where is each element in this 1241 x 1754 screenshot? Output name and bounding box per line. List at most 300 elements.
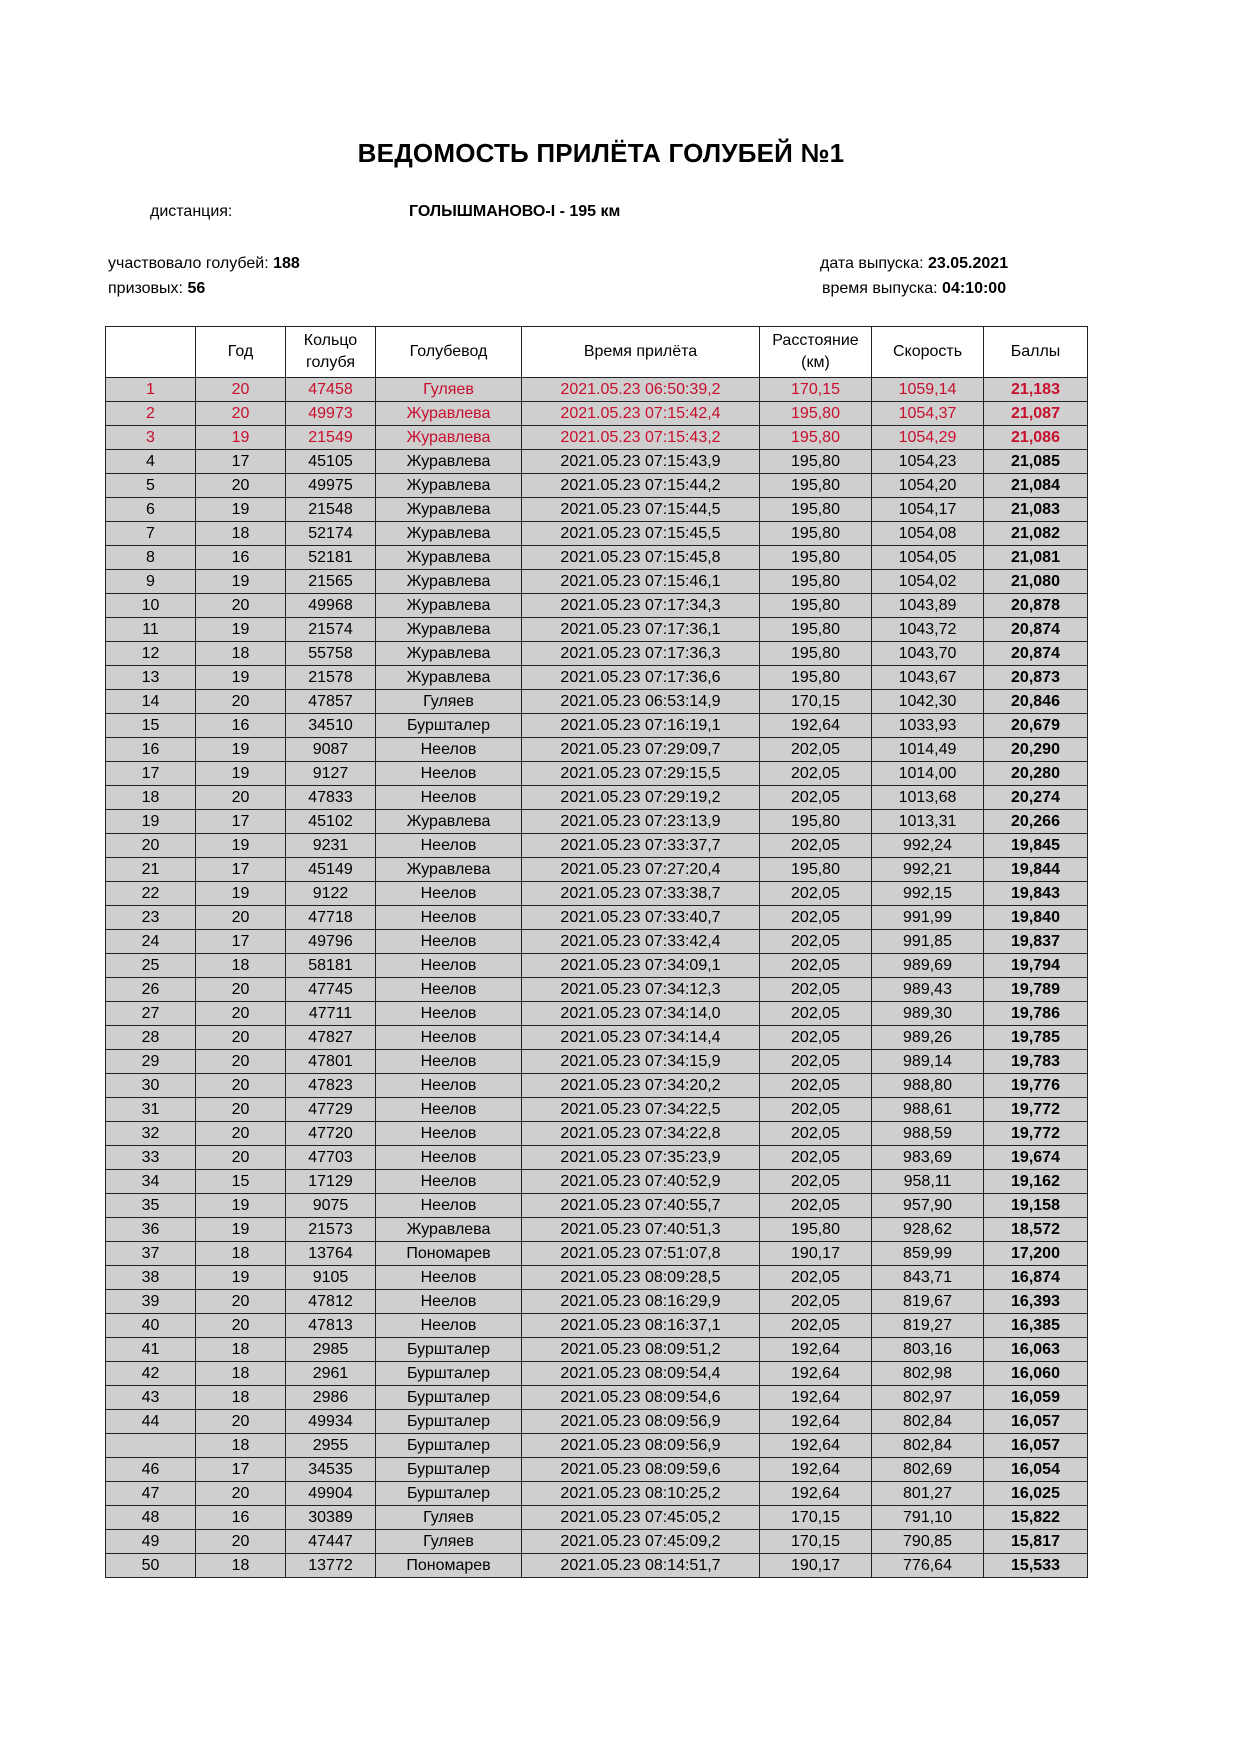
cell-place: 18 — [106, 786, 196, 810]
cell-place: 50 — [106, 1554, 196, 1578]
cell-year: 20 — [196, 402, 286, 426]
table-row — [106, 1554, 1088, 1578]
cell-speed: 1054,20 — [872, 474, 984, 498]
results-body — [106, 378, 1088, 1578]
cell-place: 3 — [106, 426, 196, 450]
cell-year: 20 — [196, 1146, 286, 1170]
cell-arrival: 2021.05.23 07:45:09,2 — [522, 1530, 760, 1554]
cell-place: 41 — [106, 1338, 196, 1362]
cell-points: 21,082 — [984, 522, 1088, 546]
cell-owner: Пономарев — [376, 1242, 522, 1266]
cell-ring: 47720 — [286, 1122, 376, 1146]
cell-speed: 859,99 — [872, 1242, 984, 1266]
cell-owner: Бурштaлер — [376, 1362, 522, 1386]
table-row — [106, 882, 1088, 906]
table-row — [106, 1098, 1088, 1122]
cell-points: 19,837 — [984, 930, 1088, 954]
cell-place: 34 — [106, 1170, 196, 1194]
cell-owner: Журавлева — [376, 666, 522, 690]
table-row — [106, 1362, 1088, 1386]
cell-ring: 9127 — [286, 762, 376, 786]
cell-owner: Гуляев — [376, 378, 522, 402]
cell-ring: 47718 — [286, 906, 376, 930]
cell-distance: 202,05 — [760, 786, 872, 810]
cell-speed: 1054,23 — [872, 450, 984, 474]
cell-distance: 195,80 — [760, 570, 872, 594]
table-row — [106, 954, 1088, 978]
cell-year: 19 — [196, 882, 286, 906]
cell-points: 16,025 — [984, 1482, 1088, 1506]
cell-place: 12 — [106, 642, 196, 666]
cell-speed: 1042,30 — [872, 690, 984, 714]
cell-place: 32 — [106, 1122, 196, 1146]
cell-place: 6 — [106, 498, 196, 522]
cell-ring: 49975 — [286, 474, 376, 498]
cell-points: 20,679 — [984, 714, 1088, 738]
table-row — [106, 1482, 1088, 1506]
cell-place: 43 — [106, 1386, 196, 1410]
cell-speed: 1033,93 — [872, 714, 984, 738]
cell-year: 18 — [196, 954, 286, 978]
cell-arrival: 2021.05.23 07:34:20,2 — [522, 1074, 760, 1098]
cell-place: 11 — [106, 618, 196, 642]
table-row — [106, 834, 1088, 858]
cell-place: 9 — [106, 570, 196, 594]
table-row — [106, 1074, 1088, 1098]
cell-place: 27 — [106, 1002, 196, 1026]
cell-year: 20 — [196, 1530, 286, 1554]
cell-place: 48 — [106, 1506, 196, 1530]
cell-owner: Журавлева — [376, 474, 522, 498]
cell-place: 38 — [106, 1266, 196, 1290]
cell-arrival: 2021.05.23 08:09:51,2 — [522, 1338, 760, 1362]
cell-owner: Журавлева — [376, 1218, 522, 1242]
table-row — [106, 930, 1088, 954]
release-time-label: время выпуска: — [822, 280, 938, 297]
header-place — [106, 327, 196, 378]
cell-distance: 195,80 — [760, 402, 872, 426]
cell-owner: Бурштaлер — [376, 1434, 522, 1458]
cell-place — [106, 1434, 196, 1458]
cell-distance: 195,80 — [760, 666, 872, 690]
cell-owner: Неелов — [376, 978, 522, 1002]
cell-place: 37 — [106, 1242, 196, 1266]
cell-points: 20,873 — [984, 666, 1088, 690]
cell-points: 16,057 — [984, 1410, 1088, 1434]
cell-year: 19 — [196, 570, 286, 594]
cell-points: 16,059 — [984, 1386, 1088, 1410]
cell-distance: 195,80 — [760, 450, 872, 474]
table-row — [106, 642, 1088, 666]
table-row — [106, 1314, 1088, 1338]
cell-place: 36 — [106, 1218, 196, 1242]
cell-speed: 1054,02 — [872, 570, 984, 594]
header-owner: Голубевод — [376, 327, 522, 378]
cell-points: 19,776 — [984, 1074, 1088, 1098]
header-arrival: Время прилёта — [522, 327, 760, 378]
cell-ring: 47801 — [286, 1050, 376, 1074]
cell-ring: 47703 — [286, 1146, 376, 1170]
cell-distance: 195,80 — [760, 642, 872, 666]
cell-owner: Неелов — [376, 1266, 522, 1290]
cell-distance: 202,05 — [760, 762, 872, 786]
cell-place: 21 — [106, 858, 196, 882]
header-ring-line2: голубя — [305, 354, 356, 371]
cell-speed: 1014,00 — [872, 762, 984, 786]
cell-points: 19,772 — [984, 1122, 1088, 1146]
table-row — [106, 1194, 1088, 1218]
cell-distance: 192,64 — [760, 1362, 872, 1386]
cell-speed: 1059,14 — [872, 378, 984, 402]
table-row — [106, 450, 1088, 474]
cell-points: 16,063 — [984, 1338, 1088, 1362]
cell-arrival: 2021.05.23 08:09:54,4 — [522, 1362, 760, 1386]
cell-points: 20,874 — [984, 642, 1088, 666]
cell-distance: 170,15 — [760, 690, 872, 714]
cell-points: 15,822 — [984, 1506, 1088, 1530]
cell-arrival: 2021.05.23 07:17:36,1 — [522, 618, 760, 642]
cell-ring: 45102 — [286, 810, 376, 834]
cell-speed: 1054,37 — [872, 402, 984, 426]
cell-distance: 202,05 — [760, 738, 872, 762]
cell-speed: 988,59 — [872, 1122, 984, 1146]
cell-distance: 202,05 — [760, 1194, 872, 1218]
cell-distance: 202,05 — [760, 906, 872, 930]
cell-distance: 195,80 — [760, 546, 872, 570]
cell-owner: Неелов — [376, 906, 522, 930]
cell-ring: 47812 — [286, 1290, 376, 1314]
cell-speed: 801,27 — [872, 1482, 984, 1506]
cell-points: 16,054 — [984, 1458, 1088, 1482]
cell-speed: 1054,08 — [872, 522, 984, 546]
cell-speed: 989,30 — [872, 1002, 984, 1026]
cell-place: 42 — [106, 1362, 196, 1386]
cell-year: 18 — [196, 1338, 286, 1362]
prize-value: 56 — [187, 280, 206, 297]
table-row — [106, 738, 1088, 762]
cell-owner: Неелов — [376, 834, 522, 858]
cell-ring: 47857 — [286, 690, 376, 714]
cell-ring: 49934 — [286, 1410, 376, 1434]
header-speed: Скорость — [872, 327, 984, 378]
table-row — [106, 594, 1088, 618]
cell-points: 20,878 — [984, 594, 1088, 618]
cell-speed: 992,21 — [872, 858, 984, 882]
cell-place: 20 — [106, 834, 196, 858]
cell-owner: Неелов — [376, 1194, 522, 1218]
cell-ring: 9122 — [286, 882, 376, 906]
cell-points: 19,162 — [984, 1170, 1088, 1194]
cell-place: 17 — [106, 762, 196, 786]
cell-owner: Бурштaлер — [376, 1410, 522, 1434]
cell-distance: 202,05 — [760, 1098, 872, 1122]
cell-speed: 1054,29 — [872, 426, 984, 450]
cell-speed: 1043,89 — [872, 594, 984, 618]
cell-distance: 170,15 — [760, 378, 872, 402]
cell-arrival: 2021.05.23 08:09:56,9 — [522, 1434, 760, 1458]
cell-distance: 195,80 — [760, 522, 872, 546]
cell-points: 19,786 — [984, 1002, 1088, 1026]
cell-distance: 192,64 — [760, 1386, 872, 1410]
cell-ring: 58181 — [286, 954, 376, 978]
cell-arrival: 2021.05.23 07:15:45,5 — [522, 522, 760, 546]
cell-arrival: 2021.05.23 07:23:13,9 — [522, 810, 760, 834]
cell-points: 16,874 — [984, 1266, 1088, 1290]
cell-distance: 202,05 — [760, 1170, 872, 1194]
table-row — [106, 690, 1088, 714]
cell-ring: 2985 — [286, 1338, 376, 1362]
cell-points: 21,087 — [984, 402, 1088, 426]
cell-speed: 1043,72 — [872, 618, 984, 642]
cell-place: 23 — [106, 906, 196, 930]
cell-points: 16,385 — [984, 1314, 1088, 1338]
cell-place: 40 — [106, 1314, 196, 1338]
cell-ring: 13764 — [286, 1242, 376, 1266]
cell-ring: 47458 — [286, 378, 376, 402]
cell-arrival: 2021.05.23 07:40:55,7 — [522, 1194, 760, 1218]
cell-speed: 843,71 — [872, 1266, 984, 1290]
cell-speed: 776,64 — [872, 1554, 984, 1578]
cell-distance: 192,64 — [760, 1482, 872, 1506]
cell-speed: 1054,17 — [872, 498, 984, 522]
header-distance — [760, 327, 872, 378]
cell-year: 20 — [196, 1026, 286, 1050]
cell-speed: 802,84 — [872, 1434, 984, 1458]
cell-speed: 1043,67 — [872, 666, 984, 690]
table-row — [106, 714, 1088, 738]
table-row — [106, 1242, 1088, 1266]
cell-owner: Журавлева — [376, 618, 522, 642]
cell-distance: 202,05 — [760, 1074, 872, 1098]
release-date-info — [820, 255, 1008, 273]
cell-place: 35 — [106, 1194, 196, 1218]
table-row — [106, 546, 1088, 570]
cell-owner: Журавлева — [376, 498, 522, 522]
cell-arrival: 2021.05.23 07:51:07,8 — [522, 1242, 760, 1266]
cell-year: 20 — [196, 906, 286, 930]
cell-place: 39 — [106, 1290, 196, 1314]
cell-ring: 30389 — [286, 1506, 376, 1530]
table-row — [106, 402, 1088, 426]
cell-speed: 802,69 — [872, 1458, 984, 1482]
cell-arrival: 2021.05.23 07:29:19,2 — [522, 786, 760, 810]
cell-arrival: 2021.05.23 07:17:36,3 — [522, 642, 760, 666]
cell-distance: 202,05 — [760, 978, 872, 1002]
cell-place: 8 — [106, 546, 196, 570]
cell-speed: 928,62 — [872, 1218, 984, 1242]
table-row — [106, 1458, 1088, 1482]
cell-owner: Неелов — [376, 786, 522, 810]
cell-arrival: 2021.05.23 07:33:38,7 — [522, 882, 760, 906]
cell-distance: 202,05 — [760, 834, 872, 858]
table-row — [106, 570, 1088, 594]
cell-place: 15 — [106, 714, 196, 738]
cell-arrival: 2021.05.23 07:45:05,2 — [522, 1506, 760, 1530]
cell-ring: 2986 — [286, 1386, 376, 1410]
cell-points: 15,533 — [984, 1554, 1088, 1578]
cell-distance: 190,17 — [760, 1242, 872, 1266]
table-row — [106, 666, 1088, 690]
prize-label: призовых: — [108, 280, 183, 297]
cell-place: 28 — [106, 1026, 196, 1050]
cell-points: 19,783 — [984, 1050, 1088, 1074]
cell-place: 49 — [106, 1530, 196, 1554]
cell-distance: 202,05 — [760, 1146, 872, 1170]
cell-speed: 991,85 — [872, 930, 984, 954]
cell-points: 19,158 — [984, 1194, 1088, 1218]
table-row — [106, 906, 1088, 930]
cell-owner: Неелов — [376, 954, 522, 978]
cell-place: 22 — [106, 882, 196, 906]
cell-arrival: 2021.05.23 07:17:36,6 — [522, 666, 760, 690]
cell-ring: 47823 — [286, 1074, 376, 1098]
cell-place: 13 — [106, 666, 196, 690]
cell-place: 29 — [106, 1050, 196, 1074]
cell-points: 21,086 — [984, 426, 1088, 450]
cell-owner: Журавлева — [376, 402, 522, 426]
cell-ring: 2955 — [286, 1434, 376, 1458]
cell-arrival: 2021.05.23 07:15:45,8 — [522, 546, 760, 570]
release-date-value: 23.05.2021 — [928, 255, 1009, 272]
cell-ring: 49796 — [286, 930, 376, 954]
cell-owner: Неелов — [376, 1314, 522, 1338]
cell-speed: 983,69 — [872, 1146, 984, 1170]
cell-speed: 1014,49 — [872, 738, 984, 762]
table-row — [106, 618, 1088, 642]
cell-place: 33 — [106, 1146, 196, 1170]
cell-distance: 170,15 — [760, 1530, 872, 1554]
cell-arrival: 2021.05.23 07:34:15,9 — [522, 1050, 760, 1074]
cell-ring: 45149 — [286, 858, 376, 882]
cell-ring: 21548 — [286, 498, 376, 522]
cell-distance: 202,05 — [760, 1266, 872, 1290]
cell-year: 19 — [196, 666, 286, 690]
cell-owner: Гуляев — [376, 690, 522, 714]
cell-ring: 21573 — [286, 1218, 376, 1242]
cell-year: 20 — [196, 378, 286, 402]
cell-owner: Гуляев — [376, 1530, 522, 1554]
cell-arrival: 2021.05.23 07:15:44,2 — [522, 474, 760, 498]
cell-owner: Неелов — [376, 1170, 522, 1194]
cell-arrival: 2021.05.23 06:50:39,2 — [522, 378, 760, 402]
cell-distance: 195,80 — [760, 498, 872, 522]
cell-owner: Пономарев — [376, 1554, 522, 1578]
cell-place: 7 — [106, 522, 196, 546]
cell-distance: 190,17 — [760, 1554, 872, 1578]
cell-distance: 202,05 — [760, 1314, 872, 1338]
table-row — [106, 1386, 1088, 1410]
cell-arrival: 2021.05.23 06:53:14,9 — [522, 690, 760, 714]
cell-speed: 790,85 — [872, 1530, 984, 1554]
cell-speed: 802,84 — [872, 1410, 984, 1434]
cell-place: 30 — [106, 1074, 196, 1098]
cell-place: 10 — [106, 594, 196, 618]
release-time-info — [822, 280, 1006, 298]
cell-arrival: 2021.05.23 07:15:42,4 — [522, 402, 760, 426]
cell-year: 19 — [196, 498, 286, 522]
cell-speed: 988,80 — [872, 1074, 984, 1098]
cell-year: 20 — [196, 978, 286, 1002]
cell-points: 20,290 — [984, 738, 1088, 762]
cell-points: 16,057 — [984, 1434, 1088, 1458]
cell-arrival: 2021.05.23 07:40:52,9 — [522, 1170, 760, 1194]
cell-ring: 9087 — [286, 738, 376, 762]
cell-year: 17 — [196, 810, 286, 834]
cell-distance: 195,80 — [760, 594, 872, 618]
cell-year: 20 — [196, 1314, 286, 1338]
cell-owner: Неелов — [376, 1074, 522, 1098]
cell-place: 44 — [106, 1410, 196, 1434]
cell-distance: 195,80 — [760, 1218, 872, 1242]
cell-speed: 988,61 — [872, 1098, 984, 1122]
cell-ring: 49968 — [286, 594, 376, 618]
table-row — [106, 426, 1088, 450]
table-row — [106, 1410, 1088, 1434]
cell-year: 19 — [196, 762, 286, 786]
cell-distance: 202,05 — [760, 1002, 872, 1026]
table-row — [106, 858, 1088, 882]
table-row — [106, 1122, 1088, 1146]
table-row — [106, 378, 1088, 402]
table-header-row — [106, 327, 1088, 378]
participated-info — [108, 255, 300, 273]
cell-owner: Журавлева — [376, 450, 522, 474]
cell-points: 16,060 — [984, 1362, 1088, 1386]
cell-arrival: 2021.05.23 07:15:43,9 — [522, 450, 760, 474]
cell-owner: Бурштaлер — [376, 1482, 522, 1506]
cell-ring: 49904 — [286, 1482, 376, 1506]
cell-ring: 47813 — [286, 1314, 376, 1338]
cell-points: 18,572 — [984, 1218, 1088, 1242]
table-row — [106, 498, 1088, 522]
cell-arrival: 2021.05.23 07:15:44,5 — [522, 498, 760, 522]
release-time-value: 04:10:00 — [942, 280, 1007, 297]
cell-owner: Бурштaлер — [376, 1458, 522, 1482]
cell-owner: Неелов — [376, 1002, 522, 1026]
cell-owner: Бурштaлер — [376, 714, 522, 738]
cell-owner: Неелов — [376, 930, 522, 954]
cell-ring: 55758 — [286, 642, 376, 666]
cell-ring: 52181 — [286, 546, 376, 570]
cell-owner: Журавлева — [376, 546, 522, 570]
cell-owner: Журавлева — [376, 642, 522, 666]
cell-points: 21,183 — [984, 378, 1088, 402]
cell-owner: Неелов — [376, 1050, 522, 1074]
cell-year: 20 — [196, 1290, 286, 1314]
cell-ring: 47447 — [286, 1530, 376, 1554]
cell-year: 18 — [196, 1386, 286, 1410]
cell-points: 19,674 — [984, 1146, 1088, 1170]
table-row — [106, 1050, 1088, 1074]
cell-distance: 202,05 — [760, 1050, 872, 1074]
cell-year: 17 — [196, 450, 286, 474]
cell-arrival: 2021.05.23 07:34:14,0 — [522, 1002, 760, 1026]
cell-year: 20 — [196, 1122, 286, 1146]
cell-speed: 802,98 — [872, 1362, 984, 1386]
participated-label: участвовало голубей: — [108, 255, 269, 272]
cell-place: 5 — [106, 474, 196, 498]
cell-speed: 791,10 — [872, 1506, 984, 1530]
table-row — [106, 810, 1088, 834]
cell-distance: 192,64 — [760, 1434, 872, 1458]
cell-speed: 989,14 — [872, 1050, 984, 1074]
table-row — [106, 1434, 1088, 1458]
cell-distance: 195,80 — [760, 858, 872, 882]
cell-distance: 202,05 — [760, 930, 872, 954]
cell-ring: 47745 — [286, 978, 376, 1002]
cell-owner: Неелов — [376, 762, 522, 786]
cell-speed: 1013,31 — [872, 810, 984, 834]
